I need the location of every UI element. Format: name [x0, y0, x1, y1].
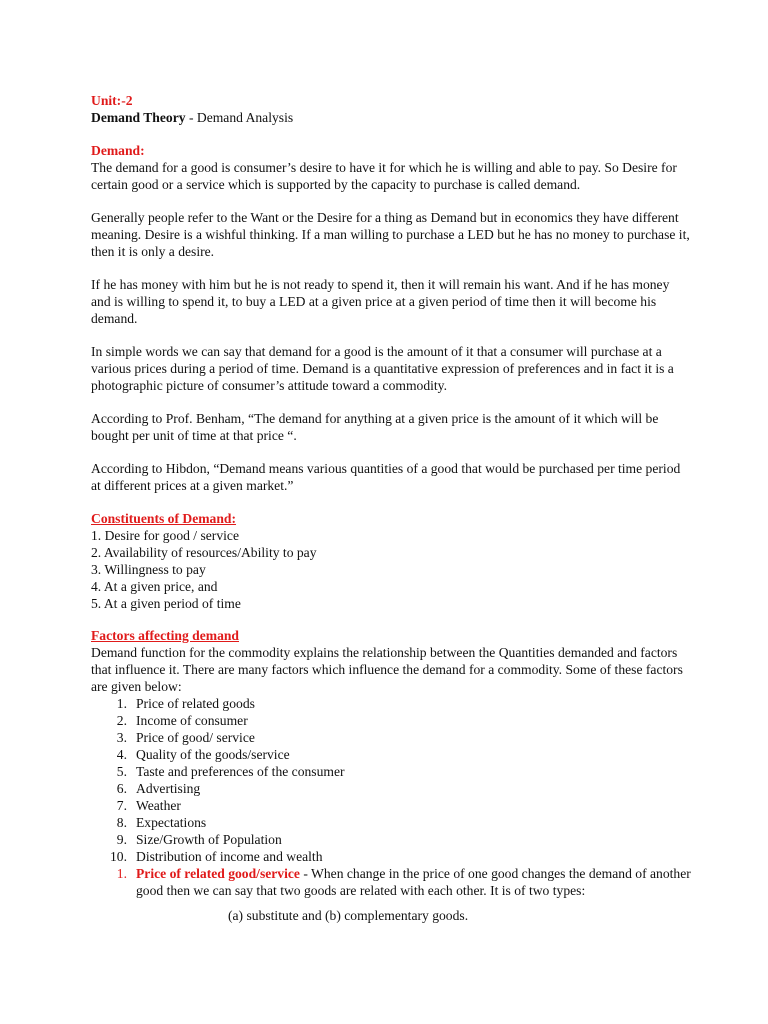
paragraph-2: Generally people refer to the Want or the Desire for a thing as Demand but in economics they have different meaning. Desire is a wishful thinking. If a man willing to purchase a LED but he has no money to purchase it, then it is only a desire. [91, 210, 690, 259]
list-number: 4. [116, 747, 127, 762]
list-text: Price of related goods [136, 696, 255, 711]
list-text: Expectations [136, 815, 207, 830]
list-item: 3. Willingness to pay [91, 562, 206, 577]
factors-list [91, 695, 691, 865]
list-number: 8. [116, 815, 127, 830]
constituents-list [91, 527, 691, 612]
list-item [91, 712, 691, 729]
list-item: 4. At a given price, and [91, 579, 218, 594]
detail-title: Price of related good/service [136, 866, 300, 881]
list-number: 1. [116, 696, 127, 711]
list-number: 2. [116, 713, 127, 728]
detail-text [136, 865, 691, 899]
document-body [91, 92, 691, 924]
paragraph-5: According to Prof. Benham, “The demand for anything at a given price is the amount of it which will be bought per unit of time at that price “. [91, 411, 659, 443]
list-text: Quality of the goods/service [136, 747, 290, 762]
list-item [91, 780, 691, 797]
list-text: Weather [136, 798, 181, 813]
list-text: Price of good/ service [136, 730, 255, 745]
detail-number: 1. [116, 866, 127, 881]
paragraph-3: If he has money with him but he is not ready to spend it, then it will remain his want. And if he has money and is willing to spend it, to buy a LED at a given price at a given period of time then it will become his demand. [91, 277, 670, 326]
list-item [91, 797, 691, 814]
factors-intro: Demand function for the commodity explains the relationship between the Quantities demanded and factors that influence it. There are many factors which influence the demand for a commodity. Some of these factors are given below: [91, 645, 683, 694]
list-item [91, 746, 691, 763]
list-number: 5. [116, 764, 127, 779]
list-item [91, 763, 691, 780]
list-text: Distribution of income and wealth [136, 849, 323, 864]
list-number: 7. [116, 798, 127, 813]
subtitle-rest: - Demand Analysis [185, 110, 294, 125]
paragraph-1: The demand for a good is consumer’s desire to have it for which he is willing and able to pay. So Desire for certain good or a service which is supported by the capacity to purchase is called demand. [91, 160, 677, 192]
paragraph-4: In simple words we can say that demand for a good is the amount of it that a consumer will purchase at a various prices during a period of time. Demand is a quantitative expression of preferences and in fact it is a photographic picture of consumer’s attitude toward a commodity. [91, 344, 674, 393]
list-text: Advertising [136, 781, 201, 796]
subtitle-bold: Demand Theory [91, 110, 186, 125]
list-item [91, 831, 691, 848]
subtitle [91, 109, 691, 126]
detail-item-related-goods [91, 865, 691, 899]
list-text: Taste and preferences of the consumer [136, 764, 345, 779]
list-number: 3. [116, 730, 127, 745]
list-item: 5. At a given period of time [91, 596, 241, 611]
paragraph-6: According to Hibdon, “Demand means various quantities of a good that would be purchased per time period at different prices at a given market.” [91, 461, 681, 493]
list-number: 6. [116, 781, 127, 796]
list-number: 10. [110, 849, 127, 864]
demand-heading: Demand: [91, 143, 145, 158]
list-item [91, 729, 691, 746]
factors-heading: Factors affecting demand [91, 628, 239, 643]
list-item: 1. Desire for good / service [91, 528, 239, 543]
list-text: Income of consumer [136, 713, 248, 728]
list-item [91, 848, 691, 865]
list-text: Size/Growth of Population [136, 832, 282, 847]
list-number: 9. [116, 832, 127, 847]
list-item [91, 695, 691, 712]
detail-body: - When change in the price of one good changes the demand of another good then we can say that two goods are related with each other. It is of two types: [136, 866, 691, 898]
list-item [91, 814, 691, 831]
constituents-heading: Constituents of Demand: [91, 511, 237, 526]
detail-types: (a) substitute and (b) complementary goods. [228, 908, 469, 923]
unit-heading: Unit:-2 [91, 93, 133, 108]
list-item: 2. Availability of resources/Ability to pay [91, 545, 317, 560]
